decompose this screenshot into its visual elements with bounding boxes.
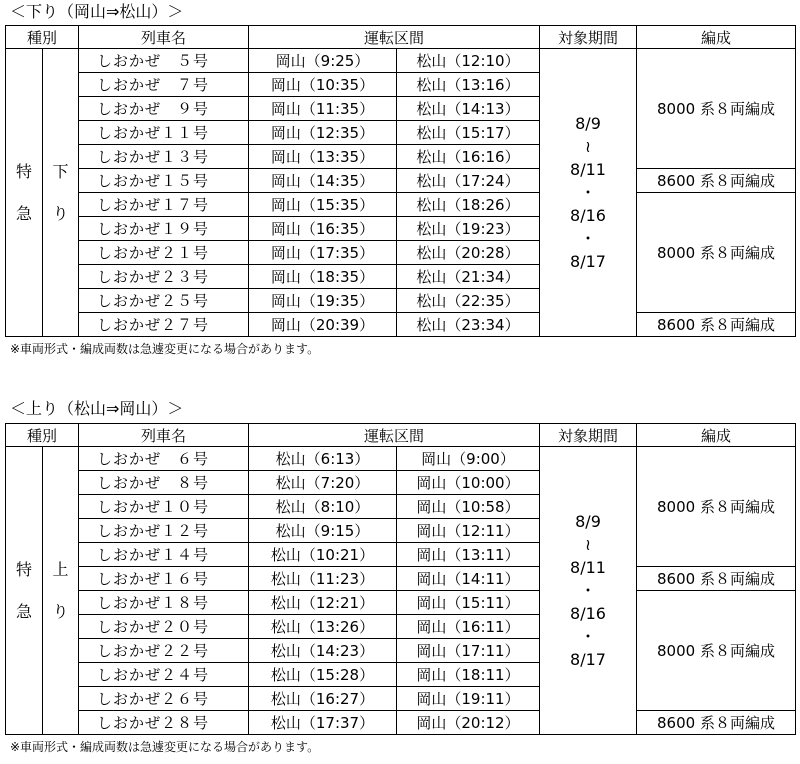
formation-cell: 8000 系８両編成	[637, 193, 796, 313]
arrival: 松山（14:13）	[397, 97, 540, 121]
departure: 岡山（18:35）	[249, 265, 397, 289]
target-period-cell	[540, 49, 637, 337]
train-name: しおかぜ ８号	[79, 471, 249, 495]
arrival: 岡山（13:11）	[397, 543, 540, 567]
departure: 岡山（15:35）	[249, 193, 397, 217]
train-name: しおかぜ１４号	[79, 543, 249, 567]
departure: 松山（9:15）	[249, 519, 397, 543]
table-row	[6, 169, 796, 193]
departure: 岡山（16:35）	[249, 217, 397, 241]
train-name: しおかぜ１６号	[79, 567, 249, 591]
header-section: 運転区間	[249, 424, 540, 447]
train-name: しおかぜ２４号	[79, 663, 249, 687]
arrival: 岡山（12:11）	[397, 519, 540, 543]
departure: 松山（11:23）	[249, 567, 397, 591]
departure: 松山（16:27）	[249, 687, 397, 711]
train-name: しおかぜ２３号	[79, 265, 249, 289]
header-formation: 編成	[637, 26, 796, 49]
formation-cell: 8600 系８両編成	[637, 567, 796, 591]
departure: 岡山（11:35）	[249, 97, 397, 121]
period-line: 8/11	[570, 159, 606, 179]
train-name: しおかぜ１９号	[79, 217, 249, 241]
departure: 岡山（17:35）	[249, 241, 397, 265]
arrival: 岡山（18:11）	[397, 663, 540, 687]
arrival: 松山（20:28）	[397, 241, 540, 265]
train-name: しおかぜ２０号	[79, 615, 249, 639]
header-period: 対象期間	[540, 424, 637, 447]
header-period: 対象期間	[540, 26, 637, 49]
formation-cell: 8000 系８両編成	[637, 591, 796, 711]
train-kind-char: 特	[15, 559, 32, 579]
formation-cell: 8600 系８両編成	[637, 169, 796, 193]
train-name: しおかぜ１２号	[79, 519, 249, 543]
train-name: しおかぜ２２号	[79, 639, 249, 663]
arrival: 松山（23:34）	[397, 313, 540, 337]
train-kind-char: 特	[15, 161, 32, 181]
period-line: 8/11	[570, 557, 606, 577]
departure: 岡山（13:35）	[249, 145, 397, 169]
table-row	[6, 313, 796, 337]
header-kind: 種別	[6, 424, 79, 447]
train-name: しおかぜ２７号	[79, 313, 249, 337]
arrival: 松山（12:10）	[397, 49, 540, 73]
train-name: しおかぜ２１号	[79, 241, 249, 265]
arrival: 岡山（17:11）	[397, 639, 540, 663]
table-row	[6, 591, 796, 615]
train-name: しおかぜ２６号	[79, 687, 249, 711]
formation-cell: 8600 系８両編成	[637, 313, 796, 337]
train-kind-cell	[6, 49, 43, 337]
period-line: ≀	[585, 136, 591, 156]
header-section: 運転区間	[249, 26, 540, 49]
arrival: 岡山（10:00）	[397, 471, 540, 495]
direction-char: 上	[52, 559, 69, 579]
train-name: しおかぜ１７号	[79, 193, 249, 217]
departure: 岡山（9:25）	[249, 49, 397, 73]
period-line: 8/16	[570, 205, 606, 225]
period-line: 8/16	[570, 603, 606, 623]
down-note: ※車両形式・編成両数は急遽変更になる場合があります。	[10, 342, 320, 356]
departure: 松山（15:28）	[249, 663, 397, 687]
departure: 岡山（20:39）	[249, 313, 397, 337]
train-name: しおかぜ ７号	[79, 73, 249, 97]
departure: 松山（13:26）	[249, 615, 397, 639]
direction-char: 下	[52, 161, 69, 181]
departure: 松山（12:21）	[249, 591, 397, 615]
train-name: しおかぜ ９号	[79, 97, 249, 121]
departure: 岡山（14:35）	[249, 169, 397, 193]
arrival: 岡山（19:11）	[397, 687, 540, 711]
direction-cell	[43, 447, 79, 735]
departure: 松山（10:21）	[249, 543, 397, 567]
departure: 松山（8:10）	[249, 495, 397, 519]
table-row	[6, 447, 796, 471]
direction-cell	[43, 49, 79, 337]
header-train-name: 列車名	[79, 26, 249, 49]
down-section-title: ＜下り（岡山⇒松山）＞	[10, 2, 184, 21]
arrival: 松山（15:17）	[397, 121, 540, 145]
period-line: ・	[579, 228, 596, 248]
departure: 岡山（12:35）	[249, 121, 397, 145]
arrival: 松山（18:26）	[397, 193, 540, 217]
arrival: 岡山（16:11）	[397, 615, 540, 639]
formation-cell: 8600 系８両編成	[637, 711, 796, 735]
train-kind-char: 急	[15, 601, 32, 621]
arrival: 松山（22:35）	[397, 289, 540, 313]
departure: 岡山（19:35）	[249, 289, 397, 313]
train-name: しおかぜ１０号	[79, 495, 249, 519]
up-section-title: ＜上り（松山⇒岡山）＞	[10, 399, 184, 418]
direction-char: り	[52, 203, 69, 223]
table-row	[6, 567, 796, 591]
period-line: ・	[579, 580, 596, 600]
train-kind-cell	[6, 447, 43, 735]
arrival: 岡山（10:58）	[397, 495, 540, 519]
down-timetable	[5, 25, 796, 337]
departure: 松山（14:23）	[249, 639, 397, 663]
train-name: しおかぜ２５号	[79, 289, 249, 313]
up-timetable	[5, 423, 796, 735]
train-name: しおかぜ ６号	[79, 447, 249, 471]
header-formation: 編成	[637, 424, 796, 447]
arrival: 岡山（9:00）	[397, 447, 540, 471]
departure: 松山（7:20）	[249, 471, 397, 495]
header-train-name: 列車名	[79, 424, 249, 447]
arrival: 岡山（20:12）	[397, 711, 540, 735]
period-line: ・	[579, 626, 596, 646]
train-name: しおかぜ１３号	[79, 145, 249, 169]
up-note: ※車両形式・編成両数は急遽変更になる場合があります。	[10, 740, 320, 754]
arrival: 松山（16:16）	[397, 145, 540, 169]
train-name: しおかぜ１８号	[79, 591, 249, 615]
target-period-cell	[540, 447, 637, 735]
arrival: 松山（17:24）	[397, 169, 540, 193]
formation-cell: 8000 系８両編成	[637, 49, 796, 169]
arrival: 松山（19:23）	[397, 217, 540, 241]
period-line: 8/17	[570, 649, 606, 669]
period-line: ・	[579, 182, 596, 202]
train-name: しおかぜ１５号	[79, 169, 249, 193]
train-name: しおかぜ１１号	[79, 121, 249, 145]
train-name: しおかぜ ５号	[79, 49, 249, 73]
arrival: 岡山（15:11）	[397, 591, 540, 615]
direction-char: り	[52, 601, 69, 621]
departure: 岡山（10:35）	[249, 73, 397, 97]
formation-cell: 8000 系８両編成	[637, 447, 796, 567]
departure: 松山（6:13）	[249, 447, 397, 471]
arrival: 松山（13:16）	[397, 73, 540, 97]
arrival: 松山（21:34）	[397, 265, 540, 289]
period-line: 8/9	[575, 113, 601, 133]
departure: 松山（17:37）	[249, 711, 397, 735]
arrival: 岡山（14:11）	[397, 567, 540, 591]
train-name: しおかぜ２８号	[79, 711, 249, 735]
table-row	[6, 193, 796, 217]
table-row	[6, 711, 796, 735]
train-kind-char: 急	[15, 203, 32, 223]
period-line: 8/17	[570, 251, 606, 271]
period-line: ≀	[585, 534, 591, 554]
period-line: 8/9	[575, 511, 601, 531]
header-kind: 種別	[6, 26, 79, 49]
table-row	[6, 49, 796, 73]
header-row	[6, 424, 796, 447]
header-row	[6, 26, 796, 49]
